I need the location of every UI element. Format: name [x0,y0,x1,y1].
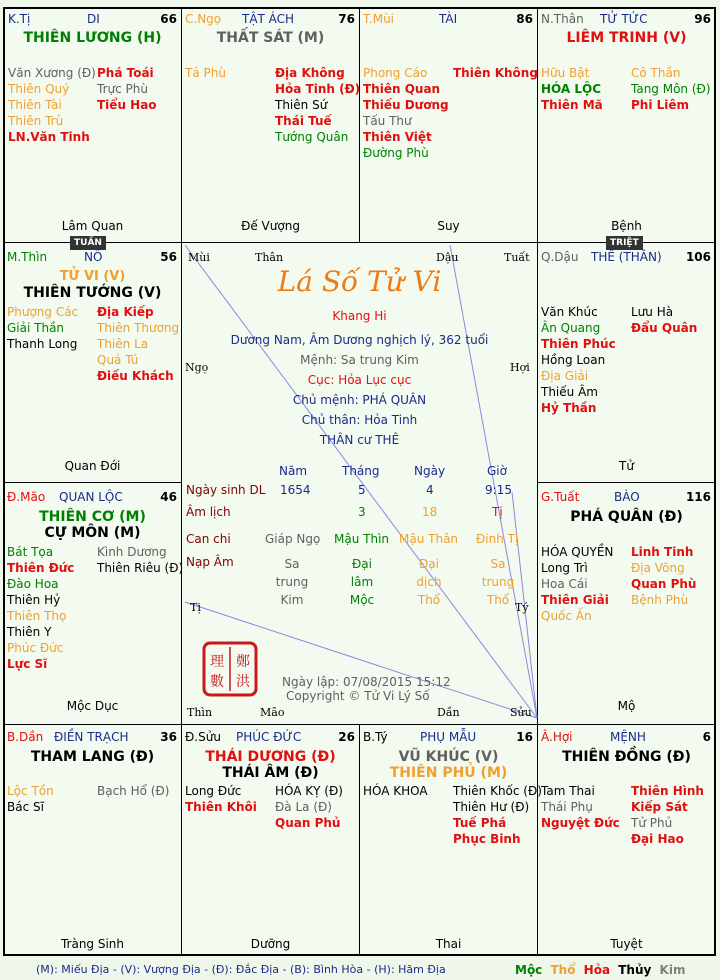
palace-name: MỆNH [610,730,646,744]
can-label: B.Tý [363,730,388,744]
canchi-value: Đinh Tị [476,532,519,546]
branch-label: Tị [190,601,201,614]
left-stars [185,65,226,81]
star: Lực Sĩ [7,657,48,671]
star: Hồng Loan [541,353,606,367]
branch-label: Dần [437,706,460,719]
star: Thái Tuế [275,114,332,128]
star: Hữu Bật [541,66,590,80]
copyright: Copyright © Tử Vi Lý Số [286,689,430,703]
row-label: Âm lịch [186,505,231,519]
life-stage: Đế Vượng [241,219,300,233]
chu-than-line: Chủ thân: Hỏa Tinh [301,413,418,427]
palace-cell-dan[interactable] [4,725,181,955]
right-stars [275,65,360,145]
main-star: PHÁ QUÂN (Đ) [570,509,683,525]
right-stars [97,544,183,576]
branch-label: Thìn [187,706,213,719]
palace-cell-hoi[interactable] [538,725,715,955]
can-label: B.Dần [7,730,44,744]
element-label: Mộc [515,963,543,977]
right-stars [97,65,157,113]
star: Thiên Tài [8,98,62,112]
star: Quốc Ấn [541,609,592,623]
palace-name: NÔ [84,250,103,264]
right-stars [453,783,542,847]
age-number: 36 [160,730,177,744]
row-label: Nạp Âm [186,555,234,569]
can-label: N.Thân [541,12,584,26]
star: Thiên Việt [363,130,432,144]
age-number: 76 [338,12,355,26]
star: Phục Binh [453,832,521,846]
life-stage: Suy [437,219,460,233]
left-stars [541,65,603,113]
age-number: 96 [694,12,711,26]
right-stars [97,304,179,384]
star: Cô Thần [631,66,681,80]
palace-name: ĐIỀN TRẠCH [54,730,129,744]
star: Tiểu Hao [97,98,157,112]
seal-icon [202,641,258,697]
triet-marker: TRIỆT [606,236,643,250]
star: Trực Phù [97,82,148,96]
age-number: 66 [160,12,177,26]
star: Phi Liêm [631,98,690,112]
star: Quả Tú [97,353,139,367]
star: Thiên Quý [8,82,70,96]
star: Địa Kiếp [97,305,154,319]
palace-cell-ti[interactable] [4,8,181,242]
star: Thiên Đức [7,561,75,575]
can-label: Q.Dậu [541,250,579,264]
life-stage: Tuyệt [610,937,643,951]
star: Tang Môn (Đ) [631,82,711,96]
menh-line: Mệnh: Sa trung Kim [300,353,419,367]
age-number: 16 [516,730,533,744]
star: Tấu Thư [363,114,412,128]
star: HÓA KỴ (Đ) [275,784,343,798]
star: Đường Phù [363,146,429,160]
can-label: G.Tuất [541,490,580,504]
element-legend [515,963,689,977]
life-stage: Tràng Sinh [60,937,125,951]
napam-value: Đại dịch Thổ [416,557,442,607]
star: Địa Võng [631,561,685,575]
palace-name: PHÚC ĐỨC [236,730,302,744]
person-name: Khang Hi [332,309,387,323]
main-star: THIÊN TƯỚNG (V) [23,285,162,301]
life-stage: Tử [619,459,634,473]
star: Thiên Quan [363,82,441,96]
star: Thiên Khôi [185,800,257,814]
age-number: 86 [516,12,533,26]
left-stars [363,65,449,161]
branch-label: Sửu [510,706,532,719]
age-number: 106 [685,250,711,264]
left-stars [363,783,428,799]
svg-text:理: 理 [210,654,224,670]
star: Long Trì [541,561,588,575]
star: Thiên La [97,337,149,351]
star: Văn Khúc [541,305,598,319]
seal-stamp [202,641,258,697]
star: Phúc Đức [7,641,64,655]
napam-value: Sa trung Thổ [481,557,515,607]
palace-cell-mui[interactable] [360,8,537,242]
chu-menh-line: Chủ mệnh: PHÁ QUÂN [292,393,427,407]
can-label: T.Mùi [363,12,395,26]
palace-cell-mao[interactable] [4,483,184,724]
palace-name: DI [87,12,100,26]
star: Phượng Các [7,305,79,319]
life-stage: Thai [435,937,462,951]
can-label: Đ.Mão [7,490,46,504]
date-value: 5 [358,483,366,497]
main-star: THÁI DƯƠNG (Đ) [205,749,336,765]
branch-label: Ngọ [185,361,209,374]
date-value: Tị [492,505,503,519]
palace-cell-than[interactable] [538,8,715,242]
date-value: 3 [358,505,366,519]
left-stars [541,783,620,831]
star: Bác Sĩ [7,800,44,814]
left-stars [7,783,54,815]
star: Thiên Trù [8,114,64,128]
tuan-marker: TUẦN [70,236,106,250]
star: Thiên Giải [541,593,609,607]
col-header: Năm [279,464,308,478]
star: Thanh Long [7,337,78,351]
life-stage: Mộc Dục [66,699,119,713]
napam-value: Đại lâm Mộc [349,557,375,607]
branch-label: Thân [255,251,284,264]
can-label: Đ.Sửu [185,730,221,744]
element-label: Thủy [618,963,652,977]
col-header: Tháng [342,464,380,478]
age-number: 56 [160,250,177,264]
star: Tướng Quân [275,130,349,144]
can-label: K.Tị [8,12,31,26]
star: Thiên Khốc (Đ) [453,784,542,798]
main-star: THIÊN LƯƠNG (H) [23,30,162,46]
branch-label: Mão [260,706,285,719]
right-stars [453,65,538,81]
branch-label: Mùi [188,251,210,264]
star: Phá Toái [97,66,154,80]
can-label: C.Ngọ [185,12,222,26]
napam-value: Sa trung Kim [275,557,309,607]
element-label: Thổ [550,963,576,977]
canchi-value: Mậu Thân [399,532,459,546]
life-stage: Dưỡng [250,937,291,951]
life-stage: Mộ [617,699,636,713]
star: HÓA KHOA [363,784,428,798]
main-star: THIÊN CƠ (M) [39,509,146,525]
left-stars [7,544,74,672]
star: Thiên Phúc [541,337,616,351]
main-star: THAM LANG (Đ) [30,749,155,765]
star: Thiên Thọ [7,609,67,623]
life-stage: Quan Đới [64,459,121,473]
right-stars [631,65,711,113]
right-stars [631,304,697,336]
branch-label: Hợi [510,361,530,374]
left-stars [541,544,613,624]
palace-name: QUAN LỘC [59,490,123,504]
star: Thiên Hình [631,784,704,798]
branch-label: Dậu [436,251,459,264]
star: Tả Phù [185,66,226,80]
main-star: THÁI ÂM (Đ) [222,765,319,781]
palace-name: BÀO [614,490,640,504]
left-stars [7,304,78,352]
star: Long Đức [185,784,242,798]
star: Văn Xương (Đ) [8,66,96,80]
col-header: Giờ [487,464,507,478]
star: Đà La (Đ) [275,800,332,814]
main-star: THẤT SÁT (M) [216,30,325,46]
star: Thiếu Dương [363,98,449,112]
can-label: Â.Hợi [541,730,573,744]
star: Tử Phủ [631,816,673,830]
palace-cell-ngo[interactable] [182,8,359,242]
can-label: M.Thìn [7,250,48,264]
canchi-value: Mậu Thìn [334,532,390,546]
main-star: CỰ MÔN (M) [44,525,141,541]
than-cu-line: THÂN cư THÊ [319,433,400,447]
palace-cell-tuat[interactable] [538,483,715,724]
branch-label: Tuất [504,251,530,264]
svg-text:數: 數 [210,674,224,690]
left-stars [541,304,616,416]
main-star: TỬ VI (V) [59,269,126,284]
star: Lộc Tồn [7,784,54,798]
right-stars [631,544,696,608]
life-stage: Bệnh [611,219,642,233]
star: Bát Tọa [7,545,54,559]
col-header: Ngày [414,464,446,478]
star: Kình Dương [97,545,167,559]
age-number: 26 [338,730,355,744]
star: Thiên Hư (Đ) [453,800,530,814]
star: Địa Không [275,66,345,80]
palace-name: TÀI [439,12,458,26]
age-number: 46 [160,490,177,504]
palace-name: THÊ (THÂN) [591,250,662,264]
star: Thiên Hỷ [7,593,61,607]
palace-name: TẬT ÁCH [242,12,295,26]
branch-label: Tý [515,601,529,614]
canchi-value: Giáp Ngọ [265,532,321,546]
row-label: Can chi [186,532,231,546]
star: Quan Phủ [275,816,341,830]
date-value: 1654 [280,483,311,497]
star: Ân Quang [541,321,601,335]
star: Quan Phù [631,577,697,591]
star: Đẩu Quân [631,321,698,335]
star: Địa Giải [541,369,589,383]
legend-text: (M): Miếu Địa - (V): Vượng Địa - (Đ): Đắc Địa - (B): Bình Hòa - (H): Hãm Địa [36,963,446,976]
gender-line: Dương Nam, Âm Dương nghịch lý, 362 tuổi [230,333,489,347]
star: LN.Văn Tinh [8,130,90,144]
date-value: 4 [426,483,434,497]
age-number: 116 [685,490,711,504]
palace-cell-thin[interactable] [4,243,181,482]
palace-name: TỬ TỨC [600,12,648,26]
star: Giải Thần [7,321,65,335]
left-stars [8,65,96,145]
main-star: VŨ KHÚC (V) [398,749,499,765]
chart-title: Lá Số Tử Vi [277,265,442,298]
main-star: LIÊM TRINH (V) [566,30,687,46]
star: HÓA QUYỀN [541,545,614,559]
main-star: THIÊN PHỦ (M) [389,765,508,781]
star: Thiên Không [453,66,538,80]
star: Nguyệt Đức [541,816,620,830]
element-label: Hỏa [583,963,611,977]
date-value: 9:15 [485,483,512,497]
star: Thiên Mã [541,98,603,112]
star: Bệnh Phù [631,593,689,607]
cuc-line: Cục: Hỏa Lục cục [307,373,412,387]
star: Hỷ Thần [541,401,597,415]
palace-cell-ty[interactable] [360,725,542,955]
main-star: THIÊN ĐỒNG (Đ) [562,749,691,765]
palace-cell-dau[interactable] [538,243,715,482]
palace-cell-suu[interactable] [182,725,359,955]
star: Hoa Cái [541,577,588,591]
right-stars [275,783,343,831]
star: Linh Tinh [631,545,694,559]
star: Tuế Phá [453,816,507,830]
star: Thiên Sứ [275,98,328,112]
star: Phong Cáo [363,66,428,80]
right-stars [631,783,704,847]
life-stage: Lâm Quan [61,219,124,233]
star: Đại Hao [631,832,684,846]
palace-name: PHỤ MẪU [420,730,477,744]
star: Thiếu Âm [541,385,598,399]
right-stars [97,783,169,799]
star: Thái Phụ [541,800,593,814]
created-date: Ngày lập: 07/08/2015 15:12 [282,675,451,689]
element-label: Kim [659,963,686,977]
star: Thiên Y [7,625,52,639]
star: Điếu Khách [97,369,174,383]
star: Đào Hoa [7,577,59,591]
star: Bạch Hổ (Đ) [97,784,170,798]
star: HÓA LỘC [541,82,602,96]
date-value: 18 [422,505,438,519]
star: Thiên Riêu (Đ) [97,561,184,575]
center-panel [182,243,537,724]
star: Hỏa Tinh (Đ) [275,82,361,96]
star: Lưu Hà [631,305,674,319]
svg-text:洪: 洪 [236,674,250,690]
row-label: Ngày sinh DL [186,483,266,497]
star: Kiếp Sát [631,800,688,814]
star: Tam Thai [541,784,595,798]
star: Thiên Thương [97,321,180,335]
svg-text:鄭: 鄭 [236,654,250,670]
left-stars [185,783,257,815]
age-number: 6 [702,730,711,744]
